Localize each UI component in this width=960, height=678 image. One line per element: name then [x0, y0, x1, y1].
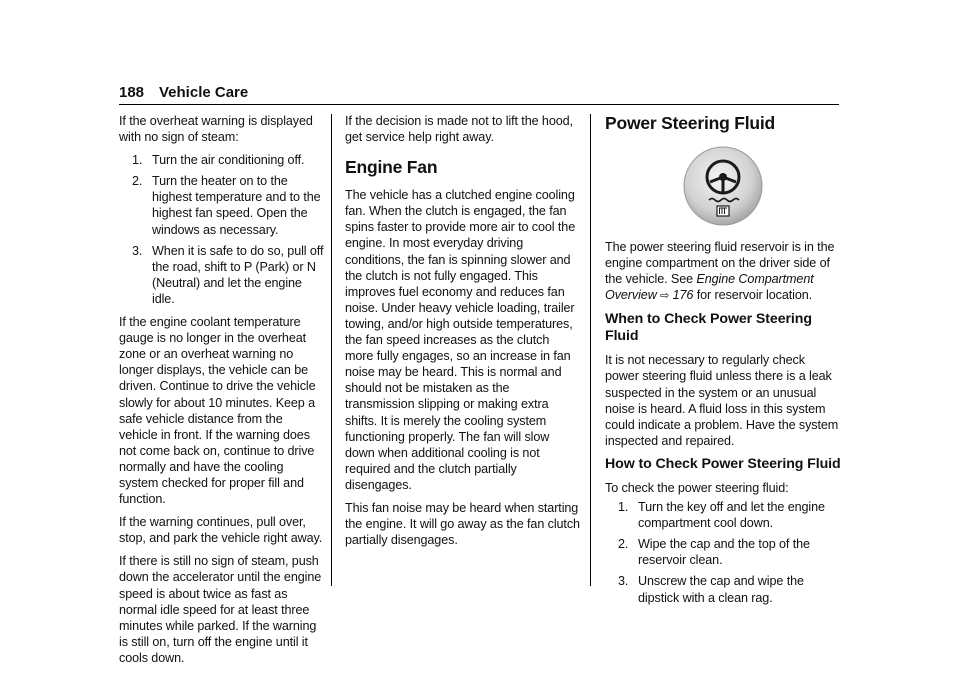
body-paragraph: If the warning continues, pull over, stop, and park the vehicle right away.: [119, 515, 323, 546]
list-item: 3. When it is safe to do so, pull off the road, shift to P (Park) or N (Neutral) and let the engine idle.: [132, 243, 324, 306]
header-rule: [119, 104, 839, 105]
body-paragraph: To check the power steering fluid:: [605, 480, 789, 495]
body-paragraph: This fan noise may be heard when starting the engine. It will go away as the fan clutch partially disengages.: [345, 500, 580, 548]
body-paragraph: The power steering fluid reservoir is in the engine compartment on the driver side of the vehicle. See Engine Compartment Overview ⇨ 176 for reservoir location.: [605, 240, 835, 303]
section-title: Vehicle Care: [159, 84, 249, 101]
body-paragraph: If there is still no sign of steam, push down the accelerator until the engine speed is about twice as fast as normal idle speed for at least three minutes while parked. If the warning is still on, turn off the engine until it cools down.: [119, 554, 322, 665]
body-paragraph: If the decision is made not to lift the hood, get service help right away.: [345, 114, 573, 145]
when-to-check-heading: When to Check Power Steering Fluid: [605, 311, 812, 345]
body-paragraph: It is not necessary to regularly check power steering fluid unless there is a leak suspected in the system or an unusual noise is heard. A fluid loss in this system could indicate a problem. Have the system inspected and repaired.: [605, 353, 839, 448]
overheat-steps-list: [119, 152, 324, 307]
column-3: [605, 113, 841, 613]
body-paragraph: The vehicle has a clutched engine cooling fan. When the clutch is engaged, the fan spins faster to provide more air to cool the engine. In most everyday driving conditions, the fan is spinning slower and the clutch is not fully engaged. This improves fuel economy and reduces fan noise. Under heavy vehicle loading, trailer towing, and/or high outside temperatures, the fan speed increases as the clutch more fully engages, so an increase in fan noise may be heard. This is normal and should not be mistaken as the transmission slipping or making extra shifts. It is merely the cooling system functioning properly. The fan will slow down when additional cooling is not required and the clutch partially disengages.: [345, 188, 576, 492]
list-item: 2. Wipe the cap and the top of the reservoir clean.: [618, 537, 810, 568]
power-steering-fluid-icon: [682, 145, 764, 227]
page-arrow-icon: ⇨: [660, 290, 670, 303]
cross-reference-link[interactable]: Engine Compartment Overview: [605, 272, 814, 303]
column-2: [345, 113, 580, 555]
column-divider-2: [590, 114, 591, 586]
page-number: 188: [119, 84, 145, 101]
column-divider-1: [331, 114, 332, 586]
reference-page-number: 176: [672, 288, 694, 303]
body-paragraph: If the engine coolant temperature gauge is no longer in the overheat zone or an overheat warning no longer displays, the vehicle can be driven. Continue to drive the vehicle slowly for about 10 minutes. Keep a safe vehicle distance from the vehicle in front. If the warning does not come back on, continue to drive normally and have the cooling system checked for proper fill and function.: [119, 315, 316, 507]
intro-paragraph: If the overheat warning is displayed with no sign of steam:: [119, 114, 313, 145]
power-steering-heading: Power Steering Fluid: [605, 113, 776, 133]
list-item: 2. Turn the heater on to the highest temperature and to the highest fan speed. Open the windows as necessary.: [132, 174, 321, 237]
check-steps-list: [605, 499, 841, 606]
column-1: [119, 113, 324, 673]
list-item: 1. Turn the air conditioning off.: [132, 153, 305, 168]
list-item: 1. Turn the key off and let the engine compartment cool down.: [618, 500, 825, 531]
list-item: 3. Unscrew the cap and wipe the dipstick with a clean rag.: [618, 574, 804, 605]
how-to-check-heading: How to Check Power Steering Fluid: [605, 455, 841, 472]
engine-fan-heading: Engine Fan: [345, 157, 438, 178]
page-header: [119, 84, 839, 104]
